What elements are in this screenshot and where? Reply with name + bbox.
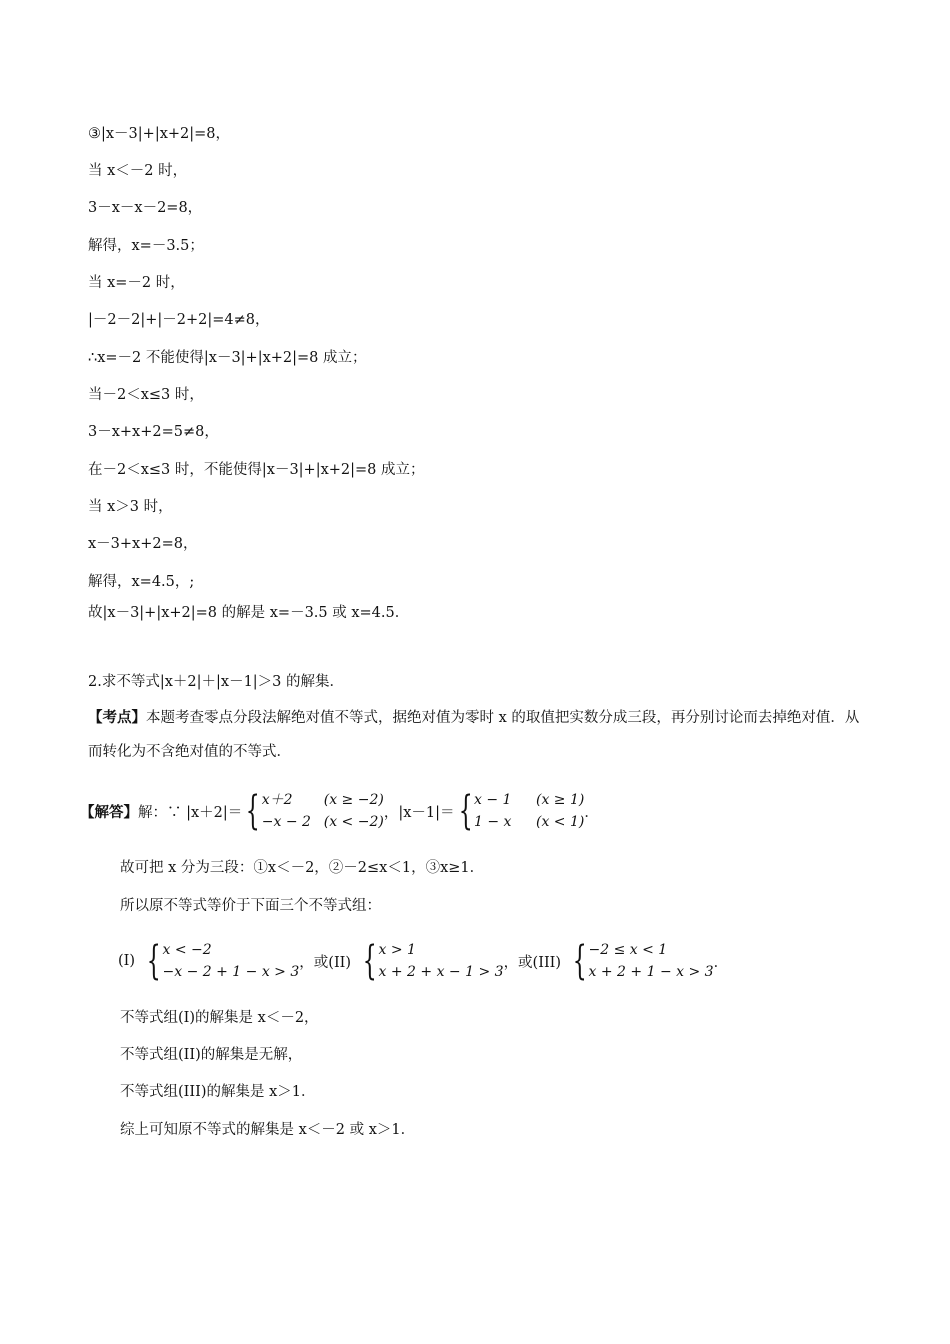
- case-row: [474, 811, 584, 833]
- segments-line: 故可把 x 分为三段：①x＜－2，②－2≤x＜1，③x≥1．: [120, 860, 485, 876]
- jieda-intro: 解：∵ |x＋2|＝: [138, 804, 243, 821]
- piecewise-abs2: [474, 789, 584, 833]
- result-line: 不等式组(I)的解集是 x＜－2，: [120, 1010, 319, 1026]
- problem-question: 2.求不等式|x＋2|＋|x－1|＞3 的解集．: [88, 674, 345, 690]
- piecewise-abs1: [262, 789, 384, 833]
- case-expr: 1 − x: [473, 814, 512, 830]
- inequality-system-2: [379, 939, 504, 983]
- left-brace-icon: {: [146, 938, 161, 984]
- case-expr: x − 1: [473, 792, 512, 808]
- kaodian-text: 本题考查零点分段法解绝对值不等式，据绝对值为零时 x 的取值把实数分成三段，再分别讨论而去掉绝对值．从而转化为不含绝对值的不等式．: [88, 710, 860, 760]
- solution-line: |－2－2|+|－2+2|=4≠8，: [88, 312, 270, 328]
- system-label-2: ，或(II): [299, 954, 352, 971]
- left-brace-icon: {: [246, 788, 261, 834]
- left-brace-icon: {: [362, 938, 377, 984]
- left-brace-icon: {: [458, 788, 473, 834]
- case-condition: (x ≥ −2): [323, 792, 384, 808]
- abs2-tail: ．: [584, 804, 599, 821]
- case-condition: (x ≥ 1): [535, 792, 585, 808]
- system-label-3: ，或(III): [503, 954, 562, 971]
- result-line: 不等式组(II)的解集是无解，: [120, 1047, 303, 1063]
- solution-conclusion: 故|x－3|+|x+2|=8 的解是 x=－3.5 或 x=4.5．: [88, 605, 410, 621]
- system-row: x > 1: [378, 942, 416, 958]
- system-row: −2 ≤ x < 1: [588, 942, 668, 958]
- solution-line: ③|x－3|+|x+2|=8，: [88, 126, 231, 142]
- solution-line: 当 x＜－2 时，: [88, 163, 188, 179]
- system-row: x < −2: [162, 942, 212, 958]
- case-expr: −x − 2: [261, 814, 311, 830]
- inequality-system-3: [589, 939, 714, 983]
- jieda-row: [80, 786, 599, 836]
- solution-line: 3－x+x+2=5≠8，: [88, 424, 219, 440]
- system-row: x + 2 + 1 − x > 3: [588, 964, 714, 980]
- systems-row: [118, 936, 728, 986]
- systems-tail: ．: [713, 954, 729, 971]
- solution-line: 当 x＞3 时，: [88, 499, 173, 515]
- case-row: [262, 811, 384, 833]
- kaodian-paragraph: [88, 701, 868, 769]
- solution-line: 解得，x=－3.5；: [88, 238, 204, 254]
- solution-line: 当－2＜x≤3 时，: [88, 387, 204, 403]
- kaodian-label: 【考点】: [88, 709, 146, 726]
- solution-line: 当 x=－2 时，: [88, 275, 185, 291]
- system-row: x + 2 + x − 1 > 3: [378, 964, 504, 980]
- case-row: [262, 789, 384, 811]
- case-row: [474, 789, 584, 811]
- jieda-label: 【解答】: [80, 803, 138, 821]
- abs2-lead: ，|x－1|＝: [383, 804, 455, 821]
- case-condition: (x < 1): [535, 814, 585, 830]
- equivalence-line: 所以原不等式等价于下面三个不等式组：: [120, 898, 381, 914]
- solution-line: 解得，x=4.5，;: [88, 574, 195, 590]
- solution-line: x－3+x+2=8，: [88, 536, 198, 552]
- inequality-system-1: [163, 939, 300, 983]
- solution-line: 3－x－x－2=8，: [88, 200, 203, 216]
- case-condition: (x < −2): [323, 814, 384, 830]
- system-row: −x − 2 + 1 − x > 3: [162, 964, 300, 980]
- solution-line: 在－2＜x≤3 时，不能使得|x－3|+|x+2|=8 成立；: [88, 462, 425, 478]
- solution-line: ∴x=－2 不能使得|x－3|+|x+2|=8 成立；: [88, 350, 367, 366]
- case-expr: x＋2: [261, 792, 293, 808]
- system-label-1: (I): [118, 953, 136, 969]
- final-conclusion: 综上可知原不等式的解集是 x＜－2 或 x＞1．: [120, 1122, 416, 1138]
- result-line: 不等式组(III)的解集是 x＞1．: [120, 1084, 316, 1100]
- left-brace-icon: {: [572, 938, 587, 984]
